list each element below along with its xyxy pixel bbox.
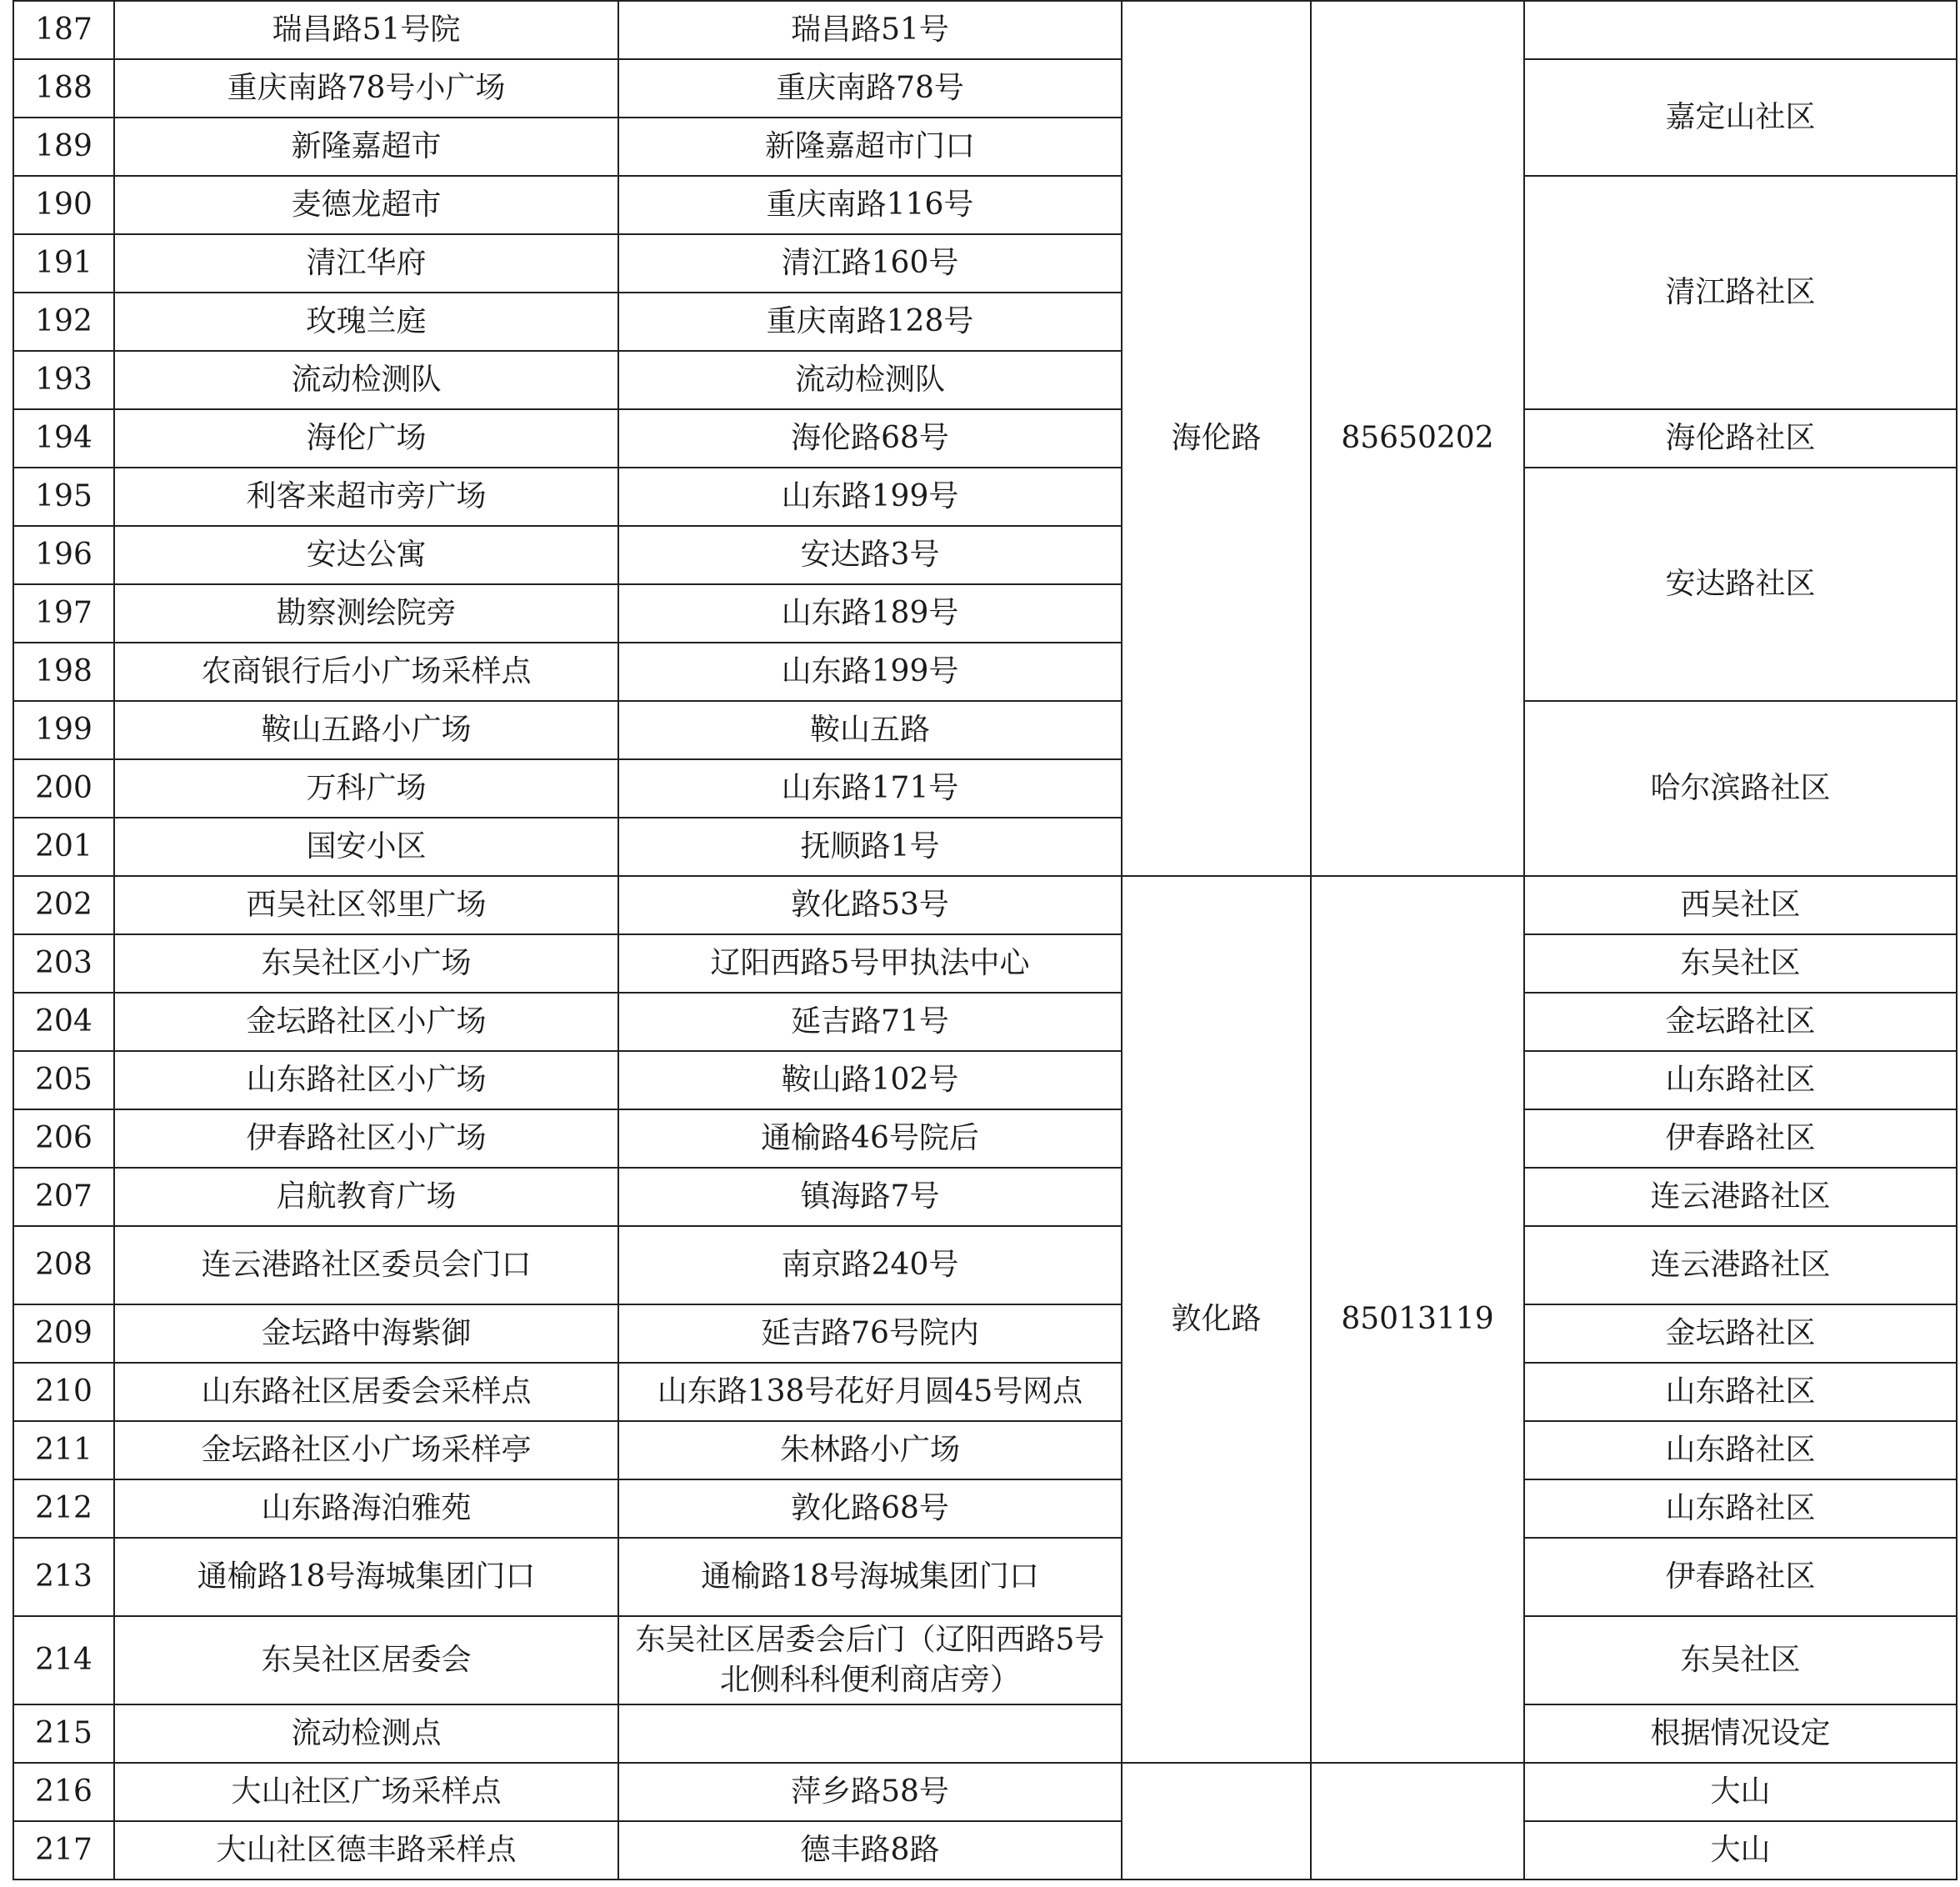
row-number: 206: [13, 1109, 114, 1168]
site-address: 南京路240号: [618, 1226, 1122, 1304]
site-address: 重庆南路78号: [618, 59, 1122, 118]
site-name: 大山社区广场采样点: [114, 1763, 618, 1821]
table-row: [13, 876, 1957, 934]
table-row: [13, 1109, 1957, 1168]
site-name: 金坛路中海紫御: [114, 1304, 618, 1363]
site-address: 重庆南路128号: [618, 293, 1122, 351]
community-name: 嘉定山社区: [1524, 59, 1957, 176]
site-address: 流动检测队: [618, 351, 1122, 409]
community-name: 金坛路社区: [1524, 1304, 1957, 1363]
street-name: 敦化路: [1122, 876, 1311, 1763]
row-number: 188: [13, 59, 114, 118]
community-name: 金坛路社区: [1524, 993, 1957, 1051]
community-name: 东吴社区: [1524, 1616, 1957, 1704]
row-number: 208: [13, 1226, 114, 1304]
site-name: 金坛路社区小广场: [114, 993, 618, 1051]
street-name: [1122, 1763, 1311, 1879]
table-row: [13, 1, 1957, 59]
community-name: 山东路社区: [1524, 1479, 1957, 1538]
community-name: 连云港路社区: [1524, 1226, 1957, 1304]
site-name: 山东路社区居委会采样点: [114, 1363, 618, 1421]
table-row: [13, 409, 1957, 468]
community-name: 山东路社区: [1524, 1421, 1957, 1479]
site-name: 流动检测点: [114, 1704, 618, 1763]
site-address: 敦化路68号: [618, 1479, 1122, 1538]
site-name: 山东路海泊雅苑: [114, 1479, 618, 1538]
site-address: 抚顺路1号: [618, 818, 1122, 876]
row-number: 211: [13, 1421, 114, 1479]
community-name: 清江路社区: [1524, 176, 1957, 409]
row-number: 197: [13, 584, 114, 643]
row-number: 198: [13, 643, 114, 701]
table-row: [13, 1363, 1957, 1421]
site-name: 海伦广场: [114, 409, 618, 468]
table-row: [13, 1421, 1957, 1479]
row-number: 187: [13, 1, 114, 59]
community-name: 大山: [1524, 1821, 1957, 1879]
site-name: 西吴社区邻里广场: [114, 876, 618, 934]
community-name: 东吴社区: [1524, 934, 1957, 993]
community-name: 海伦路社区: [1524, 409, 1957, 468]
site-name: 麦德龙超市: [114, 176, 618, 234]
sampling-sites-table: [12, 0, 1958, 1880]
row-number: 190: [13, 176, 114, 234]
site-address: 延吉路76号院内: [618, 1304, 1122, 1363]
site-address: 山东路199号: [618, 468, 1122, 526]
site-name: 连云港路社区委员会门口: [114, 1226, 618, 1304]
site-address: 清江路160号: [618, 234, 1122, 293]
table-row: [13, 993, 1957, 1051]
site-name: 勘察测绘院旁: [114, 584, 618, 643]
site-address: 通榆路46号院后: [618, 1109, 1122, 1168]
site-name: 清江华府: [114, 234, 618, 293]
row-number: 216: [13, 1763, 114, 1821]
row-number: 192: [13, 293, 114, 351]
row-number: 199: [13, 701, 114, 759]
community-name: 连云港路社区: [1524, 1168, 1957, 1226]
community-name: 伊春路社区: [1524, 1109, 1957, 1168]
community-name: 西吴社区: [1524, 876, 1957, 934]
site-name: 金坛路社区小广场采样亭: [114, 1421, 618, 1479]
street-phone: 85650202: [1311, 1, 1524, 876]
row-number: 193: [13, 351, 114, 409]
site-name: 重庆南路78号小广场: [114, 59, 618, 118]
site-address: 德丰路8路: [618, 1821, 1122, 1879]
table-row: [13, 1304, 1957, 1363]
table-row: [13, 1168, 1957, 1226]
site-name: 万科广场: [114, 759, 618, 818]
site-address: 敦化路53号: [618, 876, 1122, 934]
table-row: [13, 1763, 1957, 1821]
site-address: [618, 1704, 1122, 1763]
row-number: 200: [13, 759, 114, 818]
site-address: 辽阳西路5号甲执法中心: [618, 934, 1122, 993]
site-address: 新隆嘉超市门口: [618, 118, 1122, 176]
site-name: 安达公寓: [114, 526, 618, 584]
site-name: 利客来超市旁广场: [114, 468, 618, 526]
table-row: [13, 701, 1957, 759]
row-number: 189: [13, 118, 114, 176]
row-number: 204: [13, 993, 114, 1051]
site-name: 通榆路18号海城集团门口: [114, 1538, 618, 1616]
row-number: 203: [13, 934, 114, 993]
row-number: 214: [13, 1616, 114, 1704]
site-name: 玫瑰兰庭: [114, 293, 618, 351]
site-address: 重庆南路116号: [618, 176, 1122, 234]
table-row: [13, 1616, 1957, 1704]
row-number: 202: [13, 876, 114, 934]
site-name: 山东路社区小广场: [114, 1051, 618, 1109]
row-number: 210: [13, 1363, 114, 1421]
site-address: 山东路138号花好月圆45号网点: [618, 1363, 1122, 1421]
site-address: 山东路189号: [618, 584, 1122, 643]
site-name: 东吴社区居委会: [114, 1616, 618, 1704]
site-name: 瑞昌路51号院: [114, 1, 618, 59]
site-address: 安达路3号: [618, 526, 1122, 584]
site-address: 萍乡路58号: [618, 1763, 1122, 1821]
site-name: 新隆嘉超市: [114, 118, 618, 176]
community-name: 哈尔滨路社区: [1524, 701, 1957, 876]
row-number: 212: [13, 1479, 114, 1538]
site-address: 延吉路71号: [618, 993, 1122, 1051]
site-address: 山东路171号: [618, 759, 1122, 818]
site-address: 镇海路7号: [618, 1168, 1122, 1226]
site-name: 东吴社区小广场: [114, 934, 618, 993]
site-name: 流动检测队: [114, 351, 618, 409]
street-name: 海伦路: [1122, 1, 1311, 876]
row-number: 207: [13, 1168, 114, 1226]
community-name: [1524, 1, 1957, 59]
site-name: 大山社区德丰路采样点: [114, 1821, 618, 1879]
community-name: 根据情况设定: [1524, 1704, 1957, 1763]
row-number: 195: [13, 468, 114, 526]
community-name: 伊春路社区: [1524, 1538, 1957, 1616]
site-name: 鞍山五路小广场: [114, 701, 618, 759]
row-number: 194: [13, 409, 114, 468]
site-address: 海伦路68号: [618, 409, 1122, 468]
table-row: [13, 1821, 1957, 1879]
table-row: [13, 1538, 1957, 1616]
street-phone: [1311, 1763, 1524, 1879]
row-number: 196: [13, 526, 114, 584]
table-row: [13, 1051, 1957, 1109]
table-row: [13, 59, 1957, 118]
site-address: 鞍山五路: [618, 701, 1122, 759]
row-number: 205: [13, 1051, 114, 1109]
table-row: [13, 1479, 1957, 1538]
community-name: 山东路社区: [1524, 1051, 1957, 1109]
site-address: 瑞昌路51号: [618, 1, 1122, 59]
site-name: 伊春路社区小广场: [114, 1109, 618, 1168]
site-address: 东吴社区居委会后门（辽阳西路5号北侧科科便利商店旁）: [618, 1616, 1122, 1704]
site-name: 启航教育广场: [114, 1168, 618, 1226]
site-address: 通榆路18号海城集团门口: [618, 1538, 1122, 1616]
table-row: [13, 934, 1957, 993]
row-number: 209: [13, 1304, 114, 1363]
community-name: 大山: [1524, 1763, 1957, 1821]
row-number: 215: [13, 1704, 114, 1763]
table-row: [13, 176, 1957, 234]
community-name: 安达路社区: [1524, 468, 1957, 701]
site-name: 国安小区: [114, 818, 618, 876]
site-address: 鞍山路102号: [618, 1051, 1122, 1109]
table-row: [13, 468, 1957, 526]
site-name: 农商银行后小广场采样点: [114, 643, 618, 701]
table-row: [13, 1704, 1957, 1763]
row-number: 213: [13, 1538, 114, 1616]
row-number: 217: [13, 1821, 114, 1879]
table-row: [13, 1226, 1957, 1304]
street-phone: 85013119: [1311, 876, 1524, 1763]
site-address: 朱林路小广场: [618, 1421, 1122, 1479]
row-number: 201: [13, 818, 114, 876]
site-address: 山东路199号: [618, 643, 1122, 701]
row-number: 191: [13, 234, 114, 293]
community-name: 山东路社区: [1524, 1363, 1957, 1421]
